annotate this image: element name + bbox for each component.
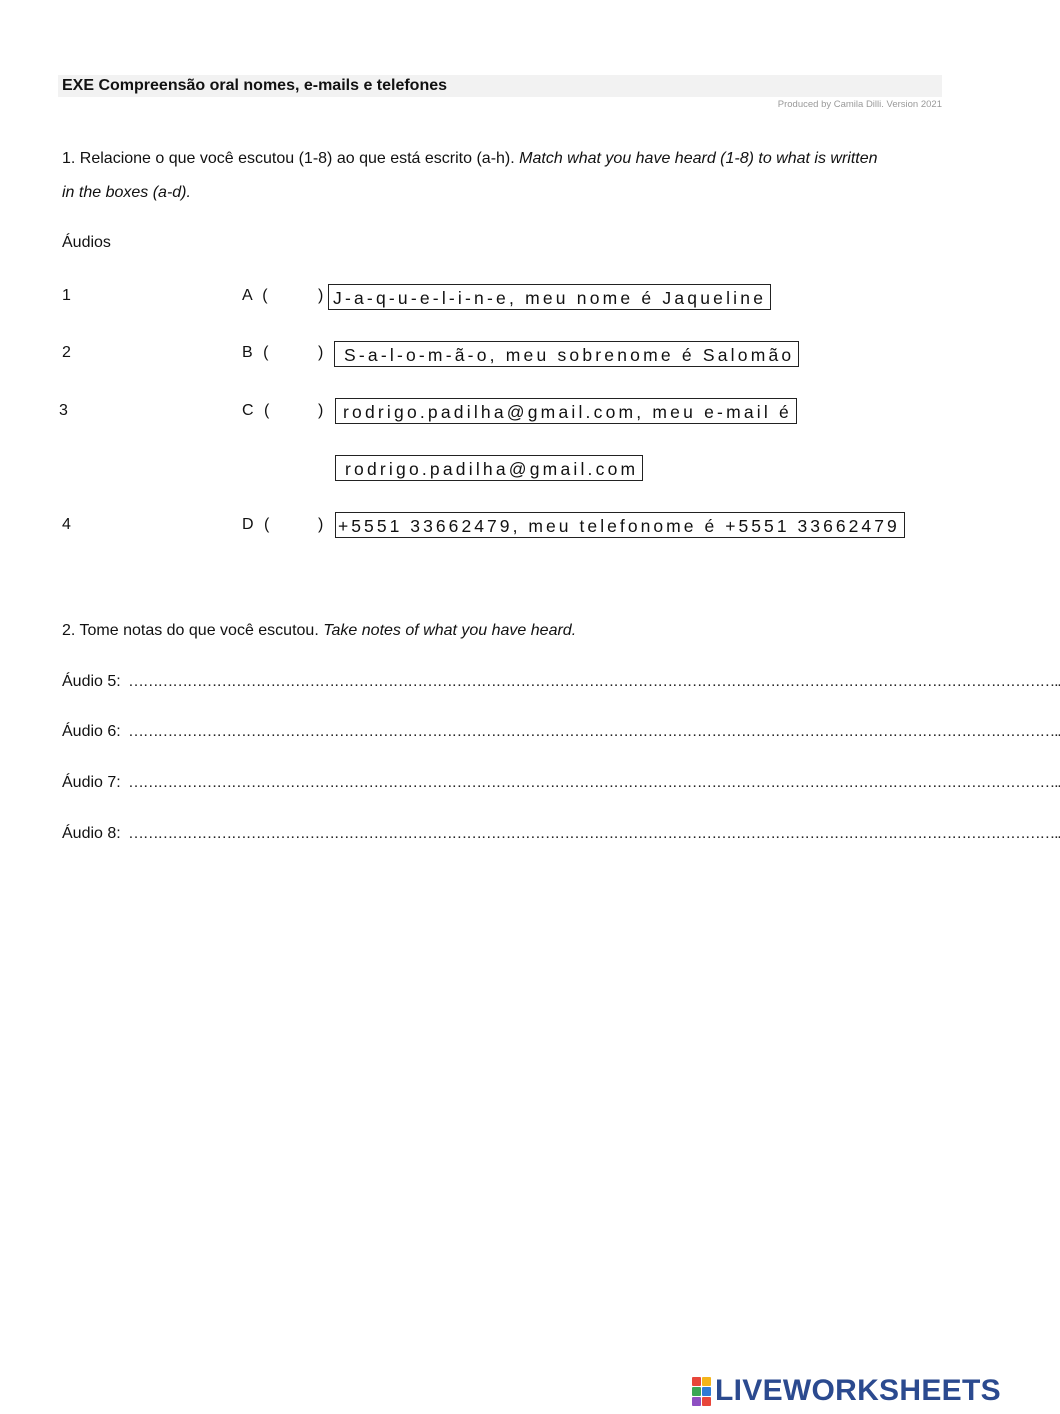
option-letter-c: C ( — [242, 402, 273, 419]
exercise2-instruction-en: Take notes of what you have heard. — [323, 622, 577, 639]
audio-number-4: 4 — [62, 516, 71, 533]
exercise1-instruction-line1 — [62, 150, 878, 168]
exercise1-instruction-en: Match what you have heard (1-8) to what is written — [519, 150, 878, 167]
note-field-audio-5[interactable]: ……………………………………………………………………………………………………………………………………………………………………….. — [128, 673, 1060, 690]
answer-slot-a[interactable]: ) — [318, 287, 324, 304]
note-field-audio-7[interactable]: ……………………………………………………………………………………………………………………………………………………………………….. — [128, 774, 1060, 791]
credit-text: Produced by Camila Dilli. Version 2021 — [777, 99, 942, 110]
note-label-audio-7: Áudio 7: — [62, 774, 121, 791]
answer-slot-c[interactable]: ) — [318, 402, 324, 419]
audio-number-1: 1 — [62, 287, 71, 304]
logo-block — [702, 1387, 711, 1396]
note-field-audio-6[interactable]: ……………………………………………………………………………………………………………………………………………………………………….. — [128, 723, 1060, 740]
note-label-audio-6: Áudio 6: — [62, 723, 121, 740]
page-title: EXE Compreensão oral nomes, e-mails e telefones — [62, 77, 448, 94]
liveworksheets-logo — [692, 1373, 1001, 1409]
audio-number-2: 2 — [62, 344, 71, 361]
answer-slot-b[interactable]: ) — [318, 344, 324, 361]
logo-block — [692, 1377, 701, 1386]
note-label-audio-8: Áudio 8: — [62, 825, 121, 842]
exercise2-instruction-pt: 2. Tome notas do que você escutou. — [62, 622, 319, 639]
option-letter-a: A ( — [242, 287, 271, 304]
logo-text: LIVEWORKSHEETS — [715, 1374, 1001, 1407]
note-label-audio-5: Áudio 5: — [62, 673, 121, 690]
logo-block — [692, 1387, 701, 1396]
option-letter-d: D ( — [242, 516, 273, 533]
exercise2-instruction — [62, 622, 576, 640]
logo-block — [702, 1377, 711, 1386]
answer-slot-d[interactable]: ) — [318, 516, 324, 533]
audios-label: Áudios — [62, 234, 111, 251]
answer-box-c: rodrigo.padilha@gmail.com, meu e-mail é — [335, 398, 797, 424]
logo-blocks-icon — [692, 1377, 711, 1406]
logo-block — [702, 1397, 711, 1406]
answer-box-d: +5551 33662479, meu telefonome é +5551 33662479 — [335, 512, 905, 538]
logo-block — [692, 1397, 701, 1406]
exercise1-instruction-line2 — [62, 184, 191, 202]
note-field-audio-8[interactable]: ……………………………………………………………………………………………………………………………………………………………………….. — [128, 825, 1060, 842]
exercise1-instruction-pt: 1. Relacione o que você escutou (1-8) ao que está escrito (a-h). — [62, 150, 515, 167]
answer-box-b: S-a-l-o-m-ã-o, meu sobrenome é Salomão — [334, 341, 799, 367]
answer-box-c-continued: rodrigo.padilha@gmail.com — [335, 455, 643, 481]
answer-box-a: J-a-q-u-e-l-i-n-e, meu nome é Jaqueline — [328, 284, 771, 310]
option-letter-b: B ( — [242, 344, 272, 361]
audio-number-3: 3 — [59, 402, 68, 419]
exercise1-instruction-en-cont: in the boxes (a-d). — [62, 184, 191, 201]
